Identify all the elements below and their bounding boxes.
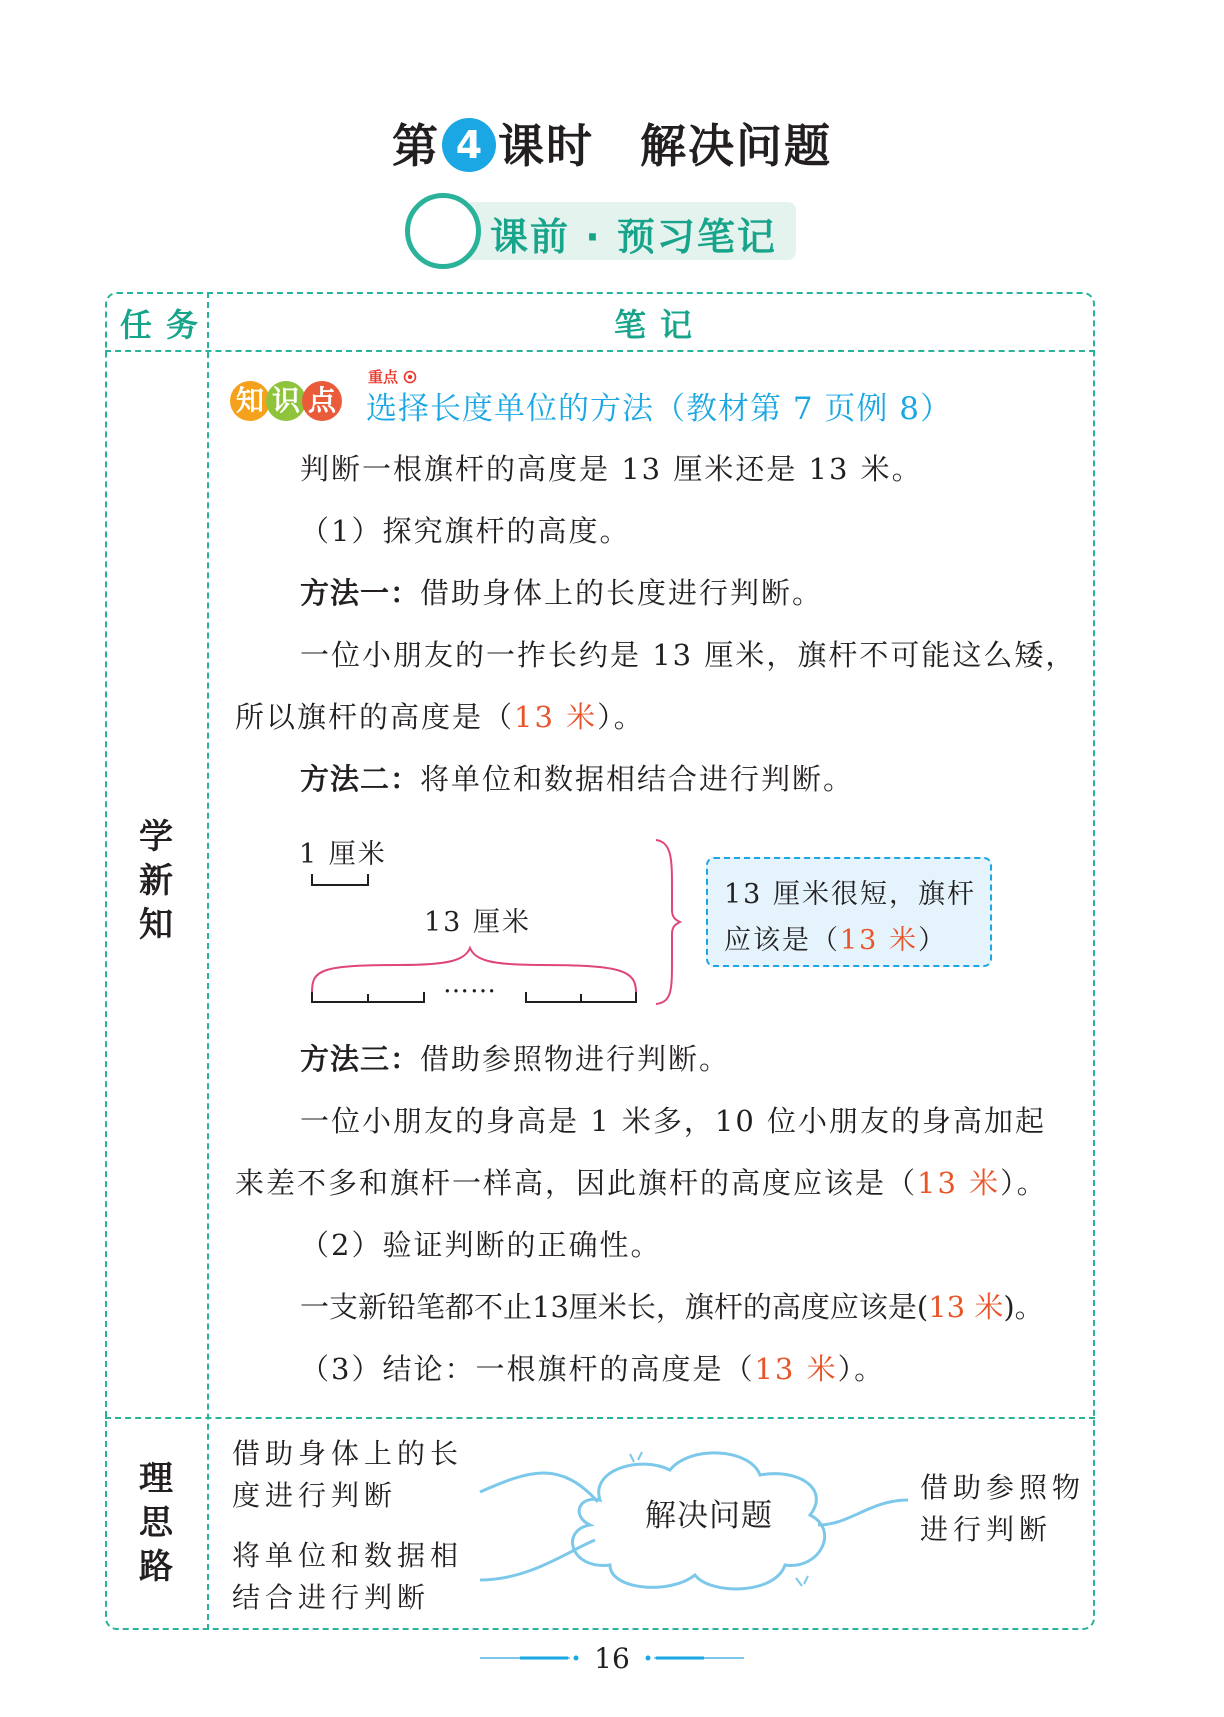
method1-explanation: 一位小朋友的一拃长约是 13 厘米，旗杆不可能这么矮， (300, 638, 1077, 672)
header-task: 任务 (120, 306, 213, 344)
spark-top (630, 1452, 642, 1462)
mindmap-center: 解决问题 (645, 1498, 773, 1534)
part3-pre: （3）结论：一根旗杆的高度是（ (300, 1352, 755, 1386)
method3-conclusion (235, 1161, 1048, 1202)
branch2-line2: 结合进行判断 (232, 1581, 431, 1614)
title-suffix: 课时 (498, 119, 594, 173)
method2-label: 方法二： (300, 762, 421, 796)
one-cm-segment (312, 874, 368, 885)
branch3-line1: 借助参照物 (920, 1471, 1086, 1504)
callout-line1: 13 厘米很短，旗杆 (724, 879, 976, 910)
ruler-right-segment (526, 992, 636, 1002)
ruler-left-segment (312, 992, 424, 1002)
section-label-think (134, 1457, 178, 1589)
callout-line2 (724, 918, 947, 957)
badge-char-1: 知 (230, 381, 270, 421)
method1-conclusion-pre: 所以旗杆的高度是（ (235, 700, 515, 734)
column-divider (207, 292, 209, 1630)
method1-line (300, 571, 823, 612)
page-number: 16 (594, 1642, 630, 1675)
method3-label: 方法三： (300, 1042, 421, 1076)
length-diagram (300, 830, 700, 1010)
right-brace (656, 840, 680, 1004)
diagram-small-label: 1 厘米 (299, 839, 387, 870)
method3-conclusion-post: ）。 (1000, 1166, 1048, 1200)
knowledge-point-title: 选择长度单位的方法（教材第 7 页例 8） (366, 391, 953, 427)
verify-answer: 13 米 (928, 1290, 1004, 1324)
ruler-ellipsis: …… (443, 969, 497, 999)
method1-answer: 13 米 (514, 700, 598, 734)
title-name: 解决问题 (640, 119, 832, 173)
diagram-big-label: 13 厘米 (424, 907, 531, 938)
part3-answer: 13 米 (754, 1352, 838, 1386)
method1-conclusion (235, 695, 645, 736)
title-prefix: 第 (392, 119, 440, 173)
connector-3 (818, 1500, 908, 1525)
branch1-line2: 度进行判断 (232, 1479, 398, 1512)
branch3-line2: 进行判断 (920, 1513, 1053, 1546)
part3-post: ）。 (837, 1352, 886, 1386)
verify-post: )。 (1003, 1290, 1044, 1324)
method3-line (300, 1037, 730, 1078)
branch2-line1: 将单位和数据相 (232, 1539, 464, 1572)
knowledge-point-badge (230, 381, 338, 421)
badge-char-2: 识 (266, 381, 306, 421)
method3-answer: 13 米 (917, 1166, 1001, 1200)
header-divider (105, 350, 1095, 352)
callout-line2-post: ） (917, 925, 947, 956)
method2-line (300, 757, 854, 798)
branch1-line1: 借助身体上的长 (232, 1437, 464, 1470)
section-divider (105, 1417, 1095, 1419)
method1-text: 借助身体上的长度进行判断。 (420, 576, 824, 610)
section-label-learn (134, 815, 178, 947)
method1-label: 方法一： (300, 576, 421, 610)
spark-bottom (796, 1576, 808, 1586)
lesson-number-badge: 4 (442, 118, 496, 172)
verify-pre: 一支新铅笔都不止13厘米长，旗杆的高度应该是( (300, 1290, 929, 1324)
key-point-tag-text: 重点 (368, 368, 399, 386)
method2-text: 将单位和数据相结合进行判断。 (420, 762, 855, 796)
part2-heading: （2）验证判断的正确性。 (300, 1228, 662, 1262)
target-icon (403, 370, 417, 384)
part1-heading: （1）探究旗杆的高度。 (300, 514, 631, 548)
header-notes: 笔记 (614, 306, 707, 344)
subtitle: 课前 · 预习笔记 (490, 215, 777, 259)
method3-text: 借助参照物进行判断。 (420, 1042, 731, 1076)
page-title (0, 110, 1224, 176)
callout-line2-pre: 应该是（ (724, 925, 840, 956)
method3-conclusion-pre: 来差不多和旗杆一样高，因此旗杆的高度应该是（ (235, 1166, 918, 1200)
verify-line (300, 1285, 1044, 1326)
section-label-think-text: 理思路 (139, 1459, 173, 1587)
subtitle-ring-icon (405, 193, 481, 269)
section-label-learn-text: 学新知 (139, 817, 173, 945)
connector-1 (480, 1473, 598, 1502)
badge-char-3: 点 (302, 381, 342, 421)
callout-answer: 13 米 (840, 925, 918, 956)
question-text: 判断一根旗杆的高度是 13 厘米还是 13 米。 (300, 452, 923, 486)
part3-conclusion (300, 1347, 885, 1388)
method3-explanation: 一位小朋友的身高是 1 米多，10 位小朋友的身高加起 (300, 1104, 1047, 1138)
method1-conclusion-post: ）。 (597, 700, 645, 734)
